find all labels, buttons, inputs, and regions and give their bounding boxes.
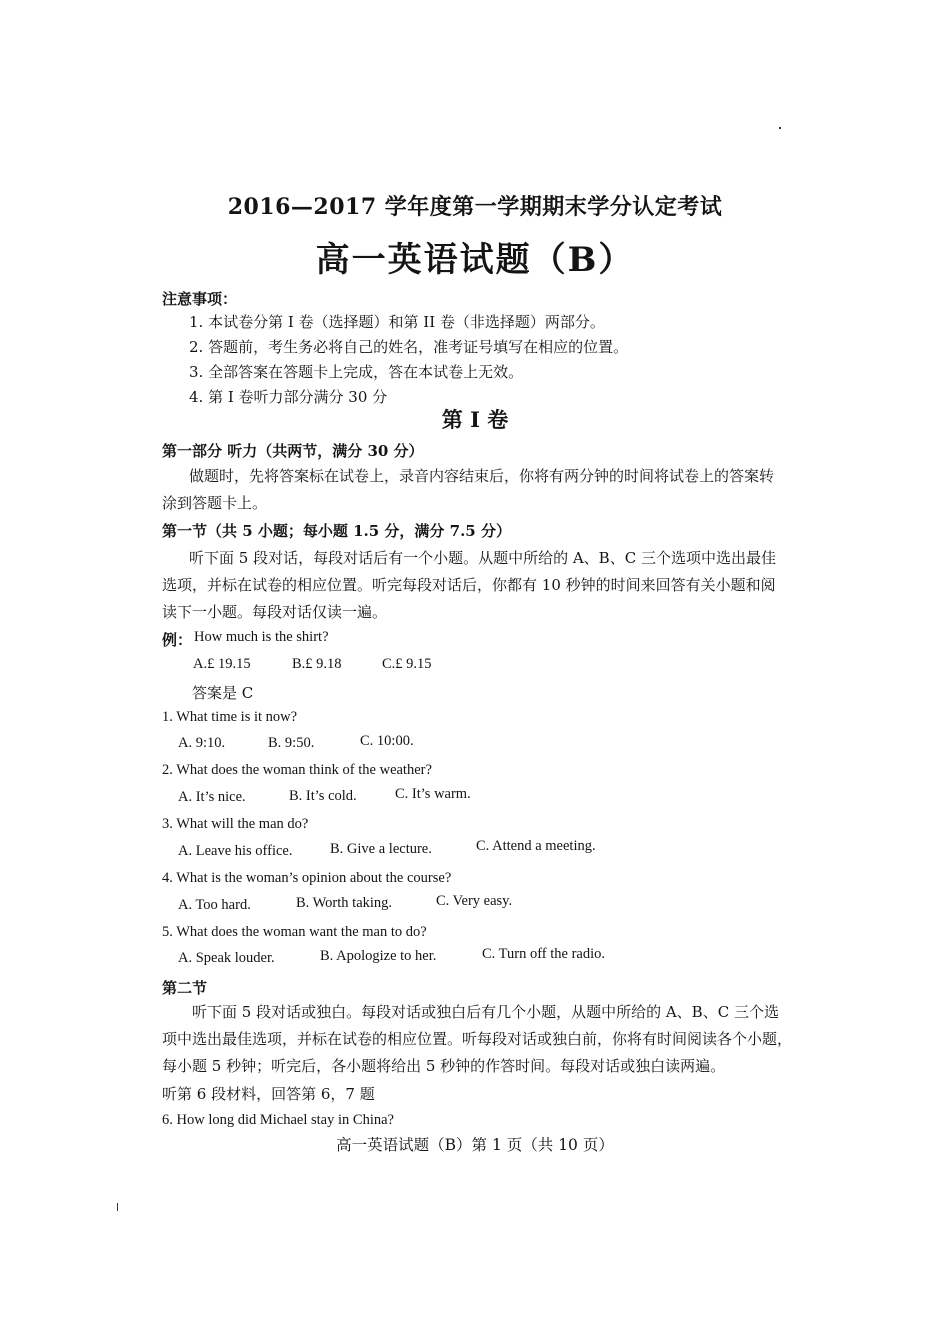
- q2-option-c: C. It’s warm.: [395, 786, 471, 802]
- q2-option-a: A. It’s nice.: [178, 789, 246, 805]
- exam-subtitle: 2016—2017 学年度第一学期期末学分认定考试: [227, 194, 723, 220]
- q4-option-c: C. Very easy.: [436, 893, 513, 909]
- section2-instruction: 每小题 5 秒钟；听完后，各小题将给出 5 秒钟的作答时间。每段对话或独白读两遍。: [162, 1057, 726, 1075]
- section2-instruction: 项中选出最佳选项，并标在试卷的相应位置。听每段对话或独白前，你将有时间阅读各个小题，: [162, 1030, 793, 1048]
- question-2: 2. What does the woman think of the weather?: [162, 762, 432, 778]
- question-3: 3. What will the man do?: [162, 816, 309, 832]
- example-question: How much is the shirt?: [194, 629, 329, 645]
- scan-speck: [779, 127, 781, 129]
- volume-title: 第 I 卷: [441, 407, 509, 432]
- q1-option-a: A. 9:10.: [178, 735, 226, 751]
- example-answer: 答案是 C: [192, 684, 254, 702]
- scan-speck: [117, 1203, 118, 1211]
- section2-instruction: 听下面 5 段对话或独白。每段对话或独白后有几个小题，从题中所给的 A、B、C 三个选: [192, 1003, 779, 1021]
- q1-option-b: B. 9:50.: [268, 735, 315, 751]
- example-option: A.£ 19.15: [193, 656, 251, 672]
- q5-option-b: B. Apologize to her.: [320, 948, 437, 964]
- notice-item: 1. 本试卷分第 I 卷（选择题）和第 II 卷（非选择题）两部分。: [189, 313, 605, 331]
- example-option: C.£ 9.15: [382, 656, 432, 672]
- part1-heading: 第一部分 听力（共两节，满分 30 分）: [162, 442, 424, 460]
- q4-option-a: A. Too hard.: [178, 897, 251, 913]
- example-option: B.£ 9.18: [292, 656, 342, 672]
- section1-instruction: 选项，并标在试卷的相应位置。听完每段对话后，你都有 10 秒钟的时间来回答有关小题和阅: [162, 576, 776, 594]
- notice-item: 2. 答题前，考生务必将自己的姓名，准考证号填写在相应的位置。: [189, 338, 629, 356]
- question-6: 6. How long did Michael stay in China?: [162, 1112, 394, 1128]
- q5-option-c: C. Turn off the radio.: [482, 946, 605, 962]
- section1-instruction: 读下一小题。每段对话仅读一遍。: [162, 603, 388, 621]
- q2-option-b: B. It’s cold.: [289, 788, 357, 804]
- question-4: 4. What is the woman’s opinion about the course?: [162, 870, 452, 886]
- section2-heading: 第二节: [162, 979, 208, 997]
- question-5: 5. What does the woman want the man to do?: [162, 924, 427, 940]
- section1-instruction: 听下面 5 段对话，每段对话后有一个小题。从题中所给的 A、B、C 三个选项中选出最佳: [189, 549, 776, 567]
- notice-heading: 注意事项：: [162, 290, 238, 308]
- q3-option-b: B. Give a lecture.: [330, 841, 432, 857]
- example-label: 例：: [162, 631, 193, 649]
- notice-item: 4. 第 I 卷听力部分满分 30 分: [189, 388, 388, 406]
- q1-option-c: C. 10:00.: [360, 733, 414, 749]
- q5-option-a: A. Speak louder.: [178, 950, 275, 966]
- part1-instruction: 涂到答题卡上。: [162, 494, 268, 512]
- notice-item: 3. 全部答案在答题卡上完成，答在本试卷上无效。: [189, 363, 524, 381]
- section1-heading: 第一节（共 5 小题；每小题 1.5 分，满分 7.5 分）: [162, 522, 511, 540]
- q3-option-a: A. Leave his office.: [178, 843, 293, 859]
- material-note: 听第 6 段材料，回答第 6，7 题: [162, 1085, 375, 1103]
- part1-instruction: 做题时，先将答案标在试卷上，录音内容结束后，你将有两分钟的时间将试卷上的答案转: [189, 467, 775, 485]
- page-footer: 高一英语试题（B）第 1 页（共 10 页）: [336, 1136, 614, 1154]
- exam-title: 高一英语试题（B）: [315, 240, 635, 280]
- q4-option-b: B. Worth taking.: [296, 895, 393, 911]
- question-1: 1. What time is it now?: [162, 709, 298, 725]
- q3-option-c: C. Attend a meeting.: [476, 838, 596, 854]
